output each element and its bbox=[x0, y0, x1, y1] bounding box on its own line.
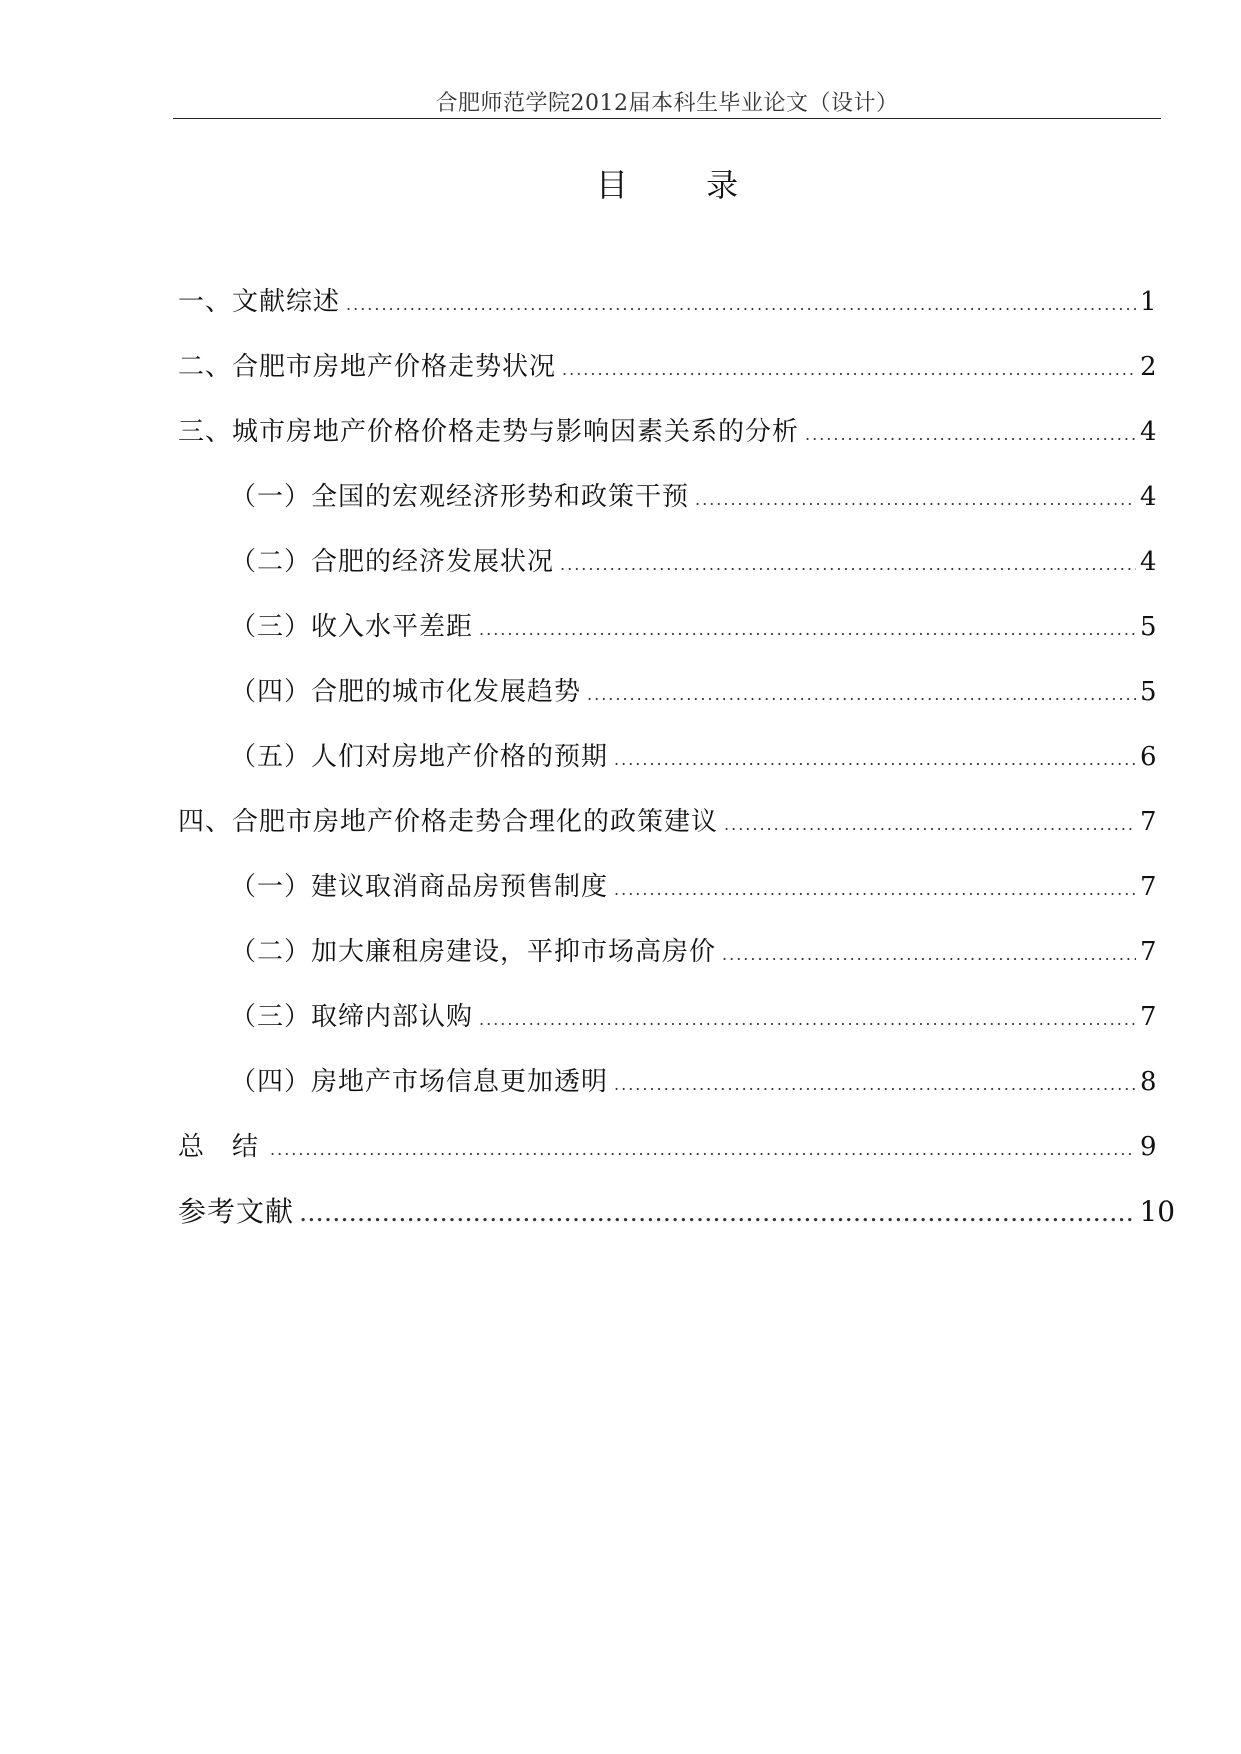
table-of-contents bbox=[178, 287, 1176, 1262]
toc-entry-label: （一）建议取消商品房预售制度 bbox=[230, 872, 609, 902]
header-divider bbox=[173, 118, 1161, 119]
dot-leader bbox=[724, 810, 1136, 840]
toc-entry[interactable] bbox=[178, 352, 1157, 417]
toc-entry-page: 4 bbox=[1140, 482, 1157, 512]
toc-entry-page: 7 bbox=[1140, 872, 1157, 902]
toc-entry-label: 总结 bbox=[178, 1132, 287, 1162]
toc-entry-label: 四、合肥市房地产价格走势合理化的政策建议 bbox=[178, 807, 719, 837]
toc-entry-page: 5 bbox=[1140, 677, 1157, 707]
toc-entry-label: 三、城市房地产价格价格走势与影响因素关系的分析 bbox=[178, 417, 800, 447]
dot-leader bbox=[562, 355, 1136, 385]
toc-entry-label: （二）加大廉租房建设，平抑市场高房价 bbox=[230, 937, 717, 967]
toc-entry[interactable] bbox=[178, 482, 1157, 547]
dot-leader bbox=[614, 745, 1136, 775]
toc-entry[interactable] bbox=[178, 547, 1157, 612]
toc-entry-label: 二、合肥市房地产价格走势状况 bbox=[178, 352, 557, 382]
toc-entry-page: 2 bbox=[1140, 352, 1157, 382]
toc-entry[interactable] bbox=[178, 1067, 1157, 1132]
toc-entry-page: 9 bbox=[1140, 1132, 1157, 1162]
toc-entry[interactable] bbox=[178, 872, 1157, 937]
toc-entry[interactable] bbox=[178, 937, 1157, 1002]
toc-entry[interactable] bbox=[178, 807, 1157, 872]
toc-entry[interactable] bbox=[178, 417, 1157, 482]
toc-entry-label: （一）全国的宏观经济形势和政策干预 bbox=[230, 482, 690, 512]
toc-entry-label: （四）房地产市场信息更加透明 bbox=[230, 1067, 609, 1097]
toc-entry[interactable] bbox=[178, 1195, 1176, 1262]
toc-entry[interactable] bbox=[178, 612, 1157, 677]
toc-entry[interactable] bbox=[178, 742, 1157, 807]
dot-leader bbox=[479, 1005, 1136, 1035]
toc-entry-page: 7 bbox=[1140, 937, 1157, 967]
dot-leader bbox=[614, 875, 1136, 905]
dot-leader bbox=[805, 420, 1136, 450]
page-title: 目 录 bbox=[595, 166, 773, 204]
dot-leader bbox=[560, 550, 1136, 580]
dot-leader bbox=[346, 290, 1136, 320]
toc-entry[interactable] bbox=[178, 287, 1157, 352]
toc-entry-page: 1 bbox=[1140, 287, 1157, 317]
dot-leader bbox=[300, 1201, 1135, 1231]
dot-leader bbox=[722, 940, 1136, 970]
toc-entry-page: 6 bbox=[1140, 742, 1157, 772]
toc-entry-label: （二）合肥的经济发展状况 bbox=[230, 547, 555, 577]
toc-entry-page: 7 bbox=[1140, 1002, 1157, 1032]
dot-leader bbox=[270, 1135, 1136, 1165]
toc-entry-label: （五）人们对房地产价格的预期 bbox=[230, 742, 609, 772]
toc-entry-label: 一、文献综述 bbox=[178, 287, 341, 317]
toc-entry-label: 参考文献 bbox=[178, 1195, 295, 1228]
toc-entry-label: （三）取缔内部认购 bbox=[230, 1002, 474, 1032]
toc-entry-page: 7 bbox=[1140, 807, 1157, 837]
dot-leader bbox=[695, 485, 1136, 515]
toc-entry[interactable] bbox=[178, 677, 1157, 742]
dot-leader bbox=[614, 1070, 1136, 1100]
toc-entry-page: 8 bbox=[1140, 1067, 1157, 1097]
toc-entry-page: 4 bbox=[1140, 417, 1157, 447]
toc-entry-label: （三）收入水平差距 bbox=[230, 612, 474, 642]
dot-leader bbox=[587, 680, 1136, 710]
toc-entry[interactable] bbox=[178, 1002, 1157, 1067]
page-header: 合肥师范学院2012届本科生毕业论文（设计） bbox=[435, 91, 899, 116]
toc-entry-label: （四）合肥的城市化发展趋势 bbox=[230, 677, 582, 707]
toc-entry-page: 4 bbox=[1140, 547, 1157, 577]
toc-entry[interactable] bbox=[178, 1132, 1157, 1197]
toc-entry-page: 10 bbox=[1139, 1195, 1176, 1228]
dot-leader bbox=[479, 615, 1136, 645]
toc-entry-page: 5 bbox=[1140, 612, 1157, 642]
